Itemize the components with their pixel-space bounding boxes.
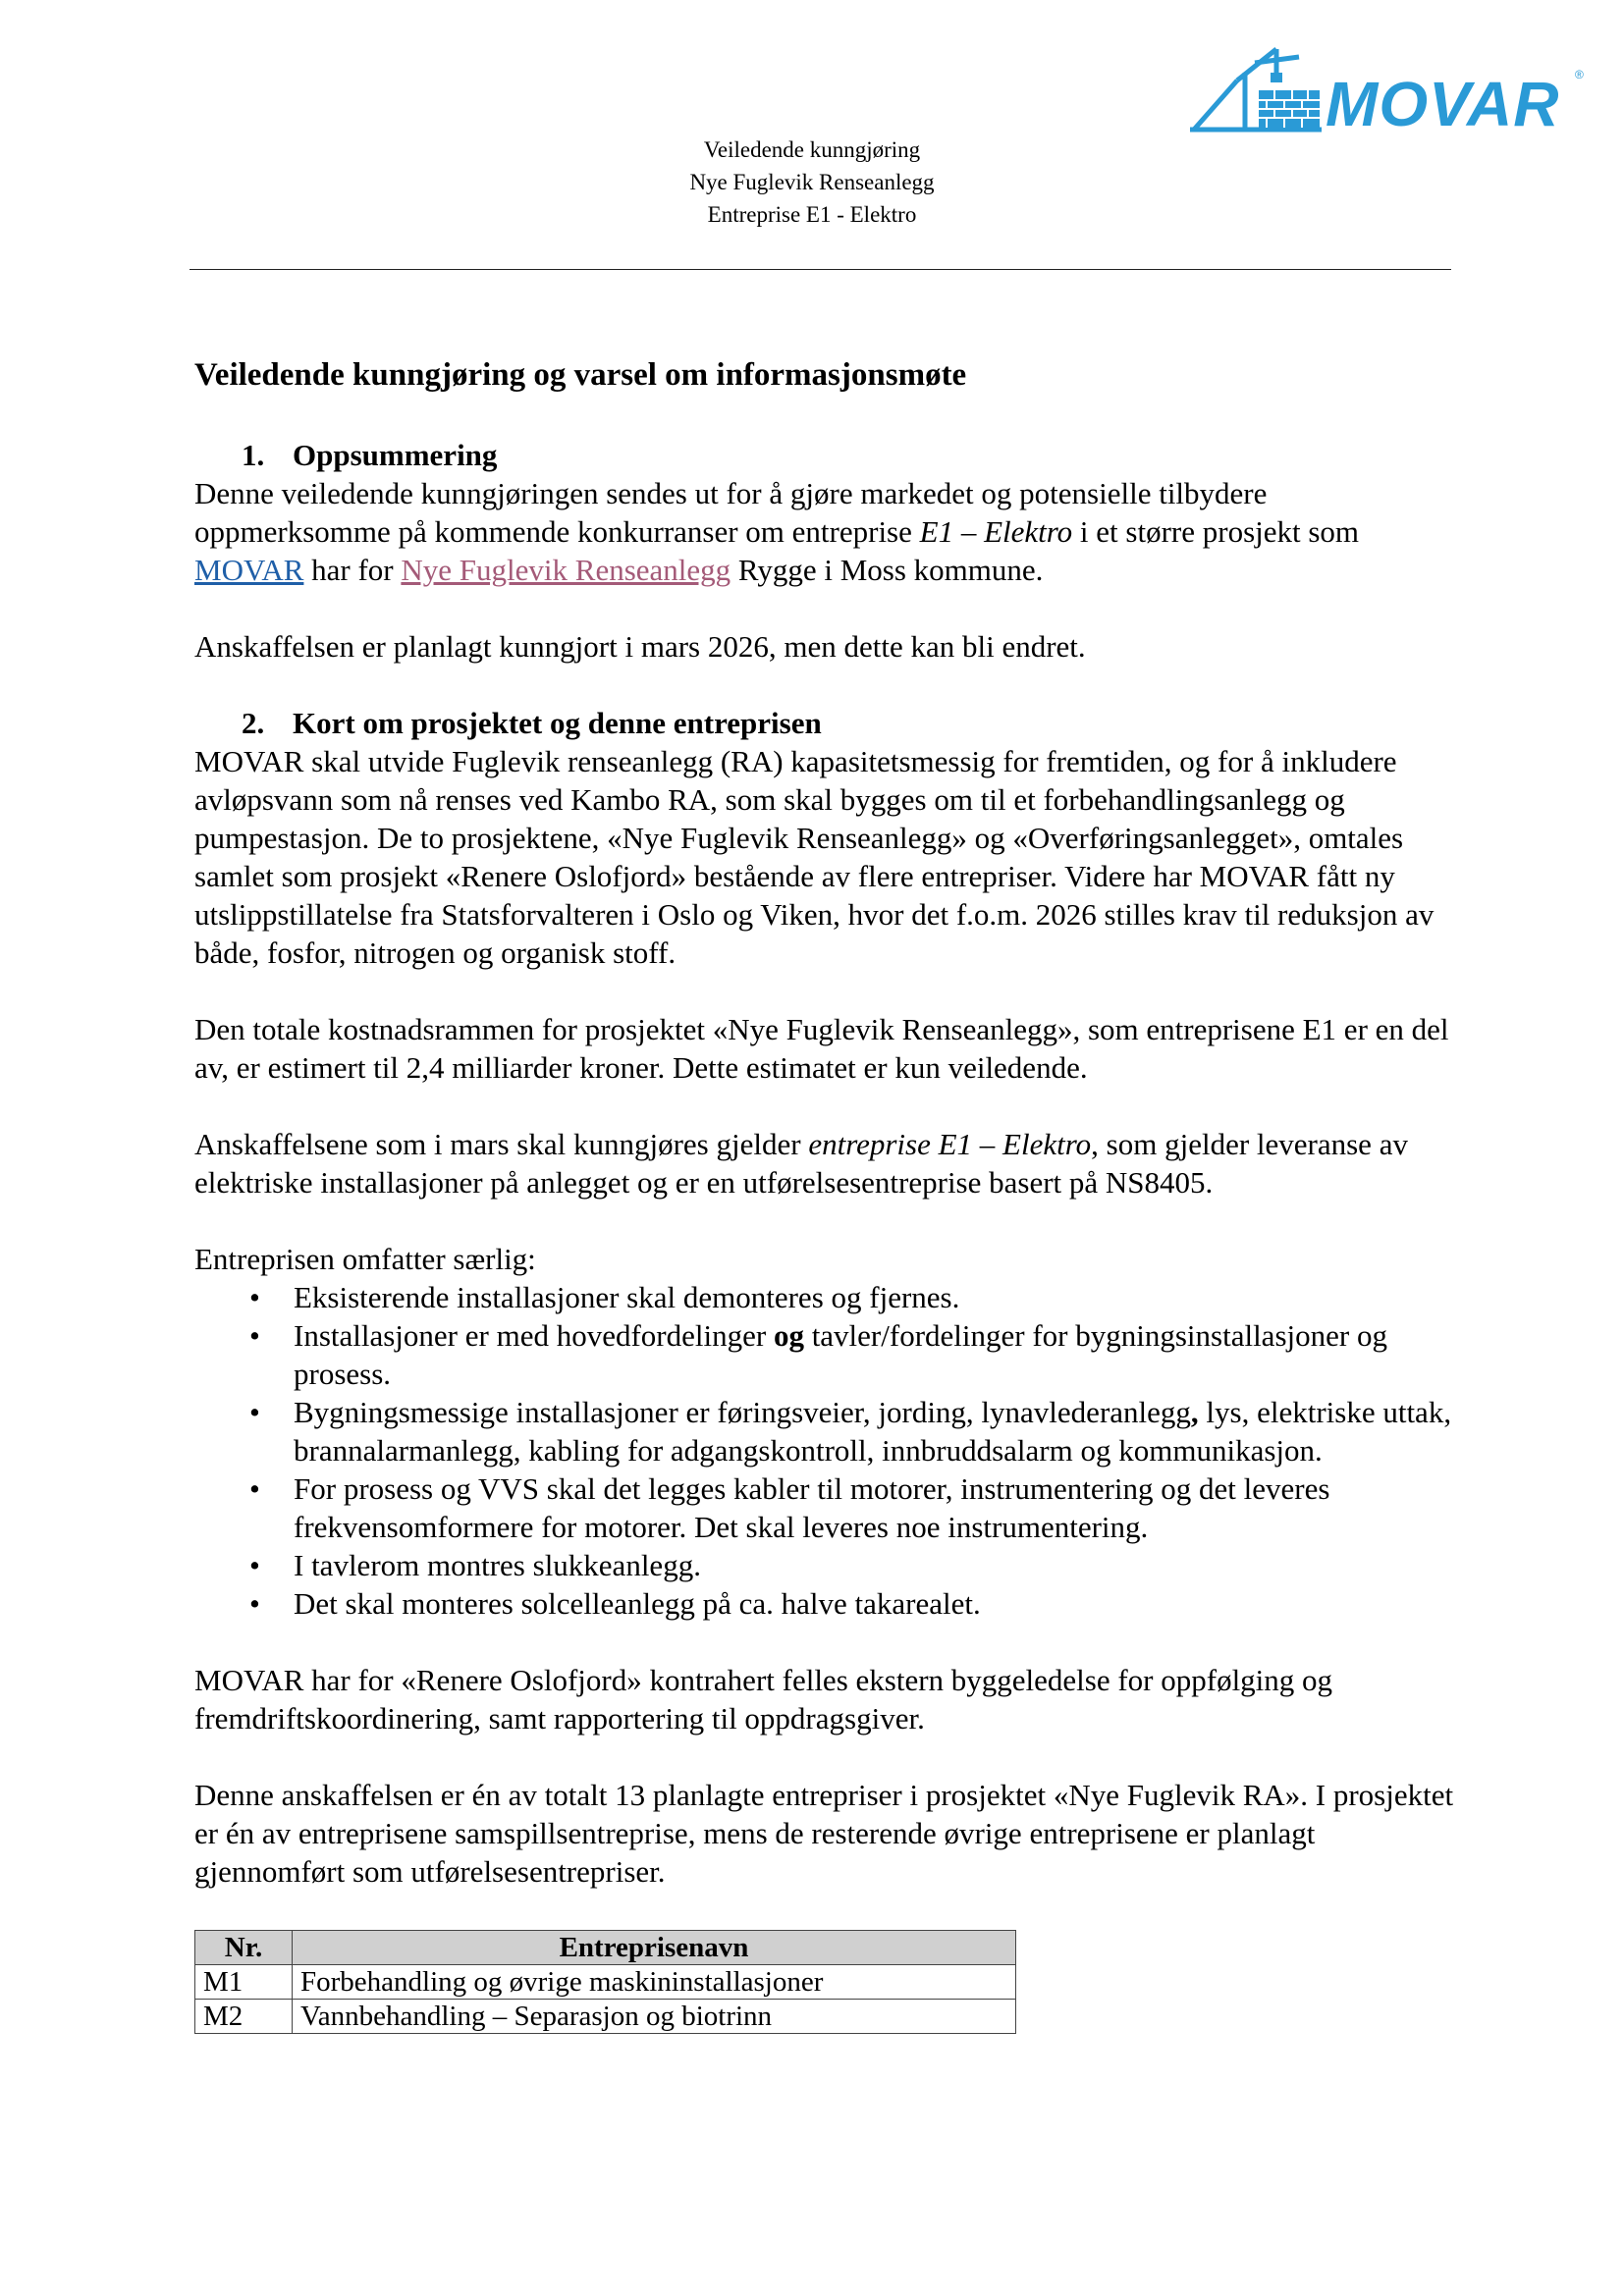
header-line-1: Veiledende kunngjøring (703, 137, 921, 162)
table-cell: Forbehandling og øvrige maskininstallasjoner (293, 1965, 1016, 2000)
logo-wordmark: MOVAR (1326, 69, 1560, 137)
section-2-paragraph-6: Denne anskaffelsen er én av totalt 13 planlagte entrepriser i prosjektet «Nye Fuglevik RA». I prosjektet er én av entreprisene samspillsentreprise, mens de resterende øvrige entreprisene er planlagt gjennomført som utførelsesentrepriser. (194, 1778, 1454, 1889)
document-title: Veiledende kunngjøring og varsel om informasjonsmøte (194, 357, 967, 393)
section-2-paragraph-1: MOVAR skal utvide Fuglevik renseanlegg (RA) kapasitetsmessig for fremtiden, og for å inkludere avløpsvann som nå renses ved Kambo RA, som skal bygges om til et forbehandlingsanlegg og pumpestasjon. De to prosjektene, «Nye Fuglevik Renseanlegg» og «Overføringsanlegget», omtales samlet som prosjekt «Renere Oslofjord» bestående av flere entrepriser. Videre har MOVAR fått ny utslippstillatelse fra Statsforvalteren i Oslo og Viken, hvor det f.o.m. 2026 stilles krav til reduksjon av både, fosfor, nitrogen og organisk stoff. (194, 744, 1435, 970)
list-item: • Det skal monteres solcelleanlegg på ca. halve takarealet. (249, 1586, 981, 1621)
house-crane-icon (1186, 43, 1589, 137)
list-item: • I tavlerom montres slukkeanlegg. (249, 1548, 701, 1582)
section-2-paragraph-3: Anskaffelsene som i mars skal kunngjøres gjelder entreprise E1 – Elektro, som gjelder leveranse av elektriske installasjoner på anlegget og er en utførelsesentreprise basert på NS8405. (194, 1127, 1408, 1200)
table-cell: M1 (195, 1965, 293, 2000)
list-item: • Installasjoner er med hovedfordelinger og tavler/fordelinger for bygningsinstallasjoner og prosess. (249, 1318, 1387, 1391)
entreprise-table (194, 1930, 1016, 2034)
table-header-row (195, 1931, 1016, 1965)
bullet-icon: • (249, 1548, 260, 1582)
list-item: • Eksisterende installasjoner skal demonteres og fjernes. (249, 1280, 960, 1314)
bullet-icon: • (249, 1471, 260, 1506)
list-item: • Bygningsmessige installasjoner er føringsveier, jording, lynavlederanlegg, lys, elektriske uttak, brannalarmanlegg, kabling for adgangskontroll, innbruddsalarm og kommunikasjon. (249, 1395, 1452, 1468)
table-cell: Vannbehandling – Separasjon og biotrinn (293, 2000, 1016, 2034)
document-header (0, 133, 1624, 231)
section-1-paragraph-1: Denne veiledende kunngjøringen sendes ut for å gjøre markedet og potensielle tilbydere oppmerksomme på kommende konkurranser om entreprise E1 – Elektro i et større prosjekt som MOVAR har for Nye Fuglevik Renseanlegg Rygge i Moss kommune. (194, 476, 1360, 587)
nye-fuglevik-link[interactable]: Nye Fuglevik Renseanlegg (401, 553, 731, 587)
header-line-3: Entreprise E1 - Elektro (707, 202, 917, 227)
bullet-icon: • (249, 1318, 260, 1353)
table-cell: M2 (195, 2000, 293, 2034)
section-1-heading: 1. Oppsummering (242, 438, 498, 472)
scope-list (194, 1278, 1461, 1623)
bullet-icon: • (249, 1395, 260, 1429)
section-2-heading: 2. Kort om prosjektet og denne entreprisen (242, 706, 822, 740)
header-line-2: Nye Fuglevik Renseanlegg (689, 170, 935, 194)
movar-link[interactable]: MOVAR (194, 553, 304, 587)
section-2-paragraph-5: MOVAR har for «Renere Oslofjord» kontrahert felles ekstern byggeledelse for oppfølging og fremdriftskoordinering, samt rapportering til oppdragsgiver. (194, 1663, 1333, 1735)
movar-logo (1186, 43, 1589, 137)
svg-text:®: ® (1575, 68, 1584, 81)
column-header-nr: Nr. (195, 1931, 293, 1965)
document-body (194, 355, 1461, 2034)
section-1-paragraph-2: Anskaffelsen er planlagt kunngjort i mars 2026, men dette kan bli endret. (194, 629, 1086, 664)
column-header-name: Entreprisenavn (293, 1931, 1016, 1965)
bullet-icon: • (249, 1280, 260, 1314)
section-2-list-intro: Entreprisen omfatter særlig: (194, 1242, 536, 1276)
table-row (195, 2000, 1016, 2034)
bullet-icon: • (249, 1586, 260, 1621)
header-divider (189, 269, 1451, 270)
table-row (195, 1965, 1016, 2000)
section-2-paragraph-2: Den totale kostnadsrammen for prosjektet «Nye Fuglevik Renseanlegg», som entreprisene E1 er en del av, er estimert til 2,4 milliarder kroner. Dette estimatet er kun veiledende. (194, 1012, 1449, 1085)
list-item: • For prosess og VVS skal det legges kabler til motorer, instrumentering og det leveres frekvensomformere for motorer. Det skal leveres noe instrumentering. (249, 1471, 1330, 1544)
